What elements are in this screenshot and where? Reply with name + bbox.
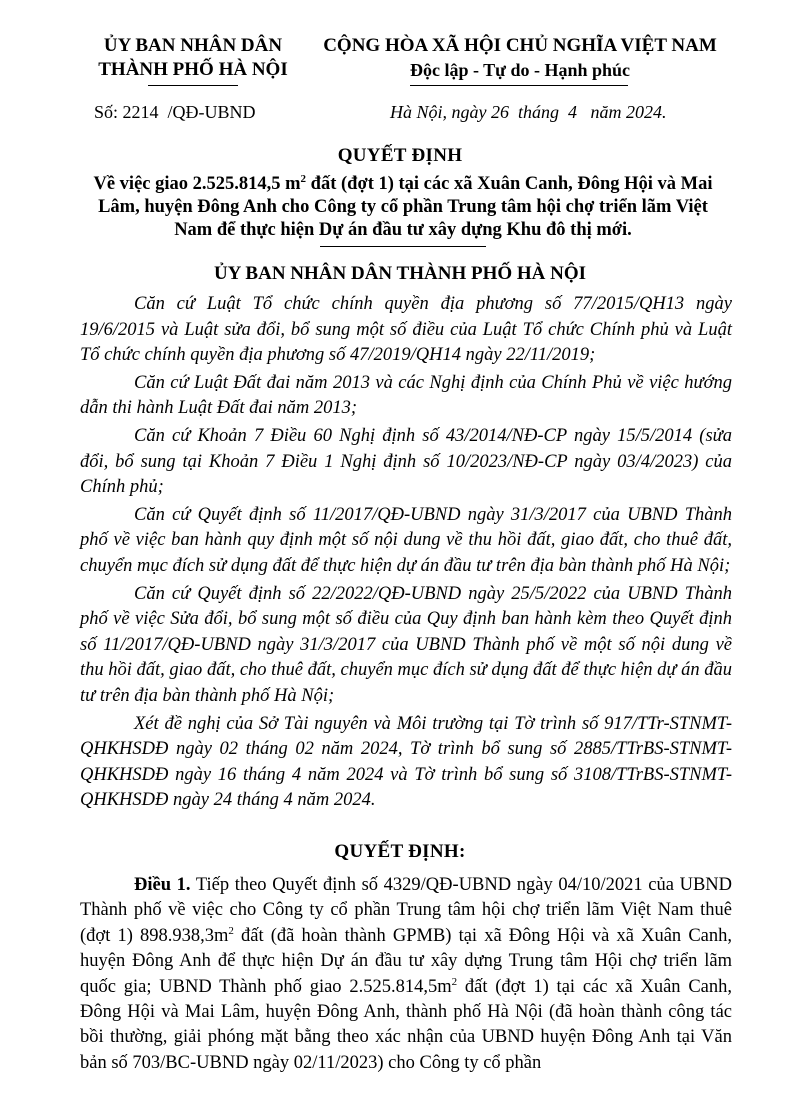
document-title: QUYẾT ĐỊNH (337, 145, 463, 166)
issuing-authority: ỦY BAN NHÂN DÂN THÀNH PHỐ HÀ NỘI (213, 263, 587, 284)
preamble-paragraph: Căn cứ Quyết định số 11/2017/QĐ-UBND ngày 31/3/2017 của UBND Thành phố về việc ban hành quy định một số nội dung về thu hồi đất, giao đất, cho thuê đất, chuyển mục đích sử dụng đất để thực hiện dự án đầu tư trên địa bàn thành phố Hà Nội; (80, 504, 732, 576)
preamble-paragraph: Căn cứ Khoản 7 Điều 60 Nghị định số 43/2014/NĐ-CP ngày 15/5/2014 (sửa đổi, bổ sung tại Khoản 7 Điều 1 Nghị định số 10/2023/NĐ-CP ngày 03/4/2023) của Chính phủ; (80, 425, 732, 498)
issuer-underline (148, 85, 238, 86)
issuer-line-1: ỦY BAN NHÂN DÂN (103, 35, 283, 56)
decision-heading: QUYẾT ĐỊNH: (334, 841, 466, 862)
national-motto: Độc lập - Tự do - Hạnh phúc (409, 60, 631, 80)
document-date: Hà Nội, ngày 26 tháng 4 năm 2024. (390, 102, 667, 122)
issuer-line-2: THÀNH PHỐ HÀ NỘI (98, 59, 288, 80)
preamble-paragraph: Căn cứ Luật Tổ chức chính quyền địa phương số 77/2015/QH13 ngày 19/6/2015 và Luật sửa đổi, bổ sung một số điều của Luật Tổ chức Chính phủ và Luật Tổ chức chính quyền địa phương số 47/2019/QH14 ngày 22/11/2019; (80, 294, 732, 366)
document-subject: Về việc giao 2.525.814,5 $m^2$ đất (đợt 1) tại các xã Xuân Canh, Đông Hội và Mai Lâm, huyện Đông Anh cho Công ty cổ phần Trung tâm hội chợ triển lãm Việt Nam để thực hiện Dự án đầu tư xây dựng Khu đô thị mới. (93, 172, 713, 240)
preamble-paragraph: Căn cứ Luật Đất đai năm 2013 và các Nghị định của Chính Phủ về việc hướng dẫn thi hành Luật Đất đai năm 2013; (80, 372, 732, 419)
article-1-label: Điều 1. (134, 875, 191, 895)
document-number: Số: 2214 /QĐ-UBND (94, 102, 256, 122)
preamble-paragraph: Căn cứ Quyết định số 22/2022/QĐ-UBND ngày 25/5/2022 của UBND Thành phố về việc Sửa đổi, bổ sung một số điều của Quy định ban hành kèm theo Quyết định số 11/2017/QĐ-UBND ngày 31/3/2017 của UBND Thành phố về một số nội dung về thu hồi đất, giao đất, cho thuê đất, chuyển mục đích sử dụng đất để thực hiện dự án đầu tư trên địa bàn thành phố Hà Nội; (80, 583, 732, 706)
article-1: Điều 1. Tiếp theo Quyết định số 4329/QĐ-UBND ngày 04/10/2021 của UBND Thành phố về việc cho Công ty cổ phần Trung tâm hội chợ triển lãm Việt Nam thuê (đợt 1) $898.938,3m^2$ đất (đã hoàn thành GPMB) tại xã Đông Hội và xã Xuân Canh, huyện Đông Anh để thực hiện Dự án đầu tư xây dựng Trung tâm Hội chợ triển lãm quốc gia; UBND Thành phố giao $2.525.814,5m^2$ đất (đợt 1) tại các xã Xuân Canh, Đông Hội và Mai Lâm, huyện Đông Anh, thành phố Hà Nội (đã hoàn thành công tác bồi thường, giải phóng mặt bằng theo xác nhận của UBND huyện Đông Anh tại Văn bản số 703/BC-UBND ngày 02/11/2023) cho Công ty cổ phần (80, 875, 732, 1073)
national-header (300, 34, 740, 82)
preamble-paragraph: Xét đề nghị của Sở Tài nguyên và Môi trường tại Tờ trình số 917/TTr-STNMT-QHKHSDĐ ngày 02 tháng 02 năm 2024, Tờ trình bổ sung số 2885/TTrBS-STNMT-QHKHSDĐ ngày 16 tháng 4 năm 2024 và Tờ trình bổ sung số 3108/TTrBS-STNMT-QHKHSDĐ ngày 24 tháng 4 năm 2024. (80, 713, 732, 811)
subject-underline (320, 246, 486, 247)
motto-underline (410, 85, 628, 86)
issuer-header (88, 34, 298, 82)
preamble (80, 292, 732, 814)
national-name: CỘNG HÒA XÃ HỘI CHỦ NGHĨA VIỆT NAM (323, 35, 717, 56)
